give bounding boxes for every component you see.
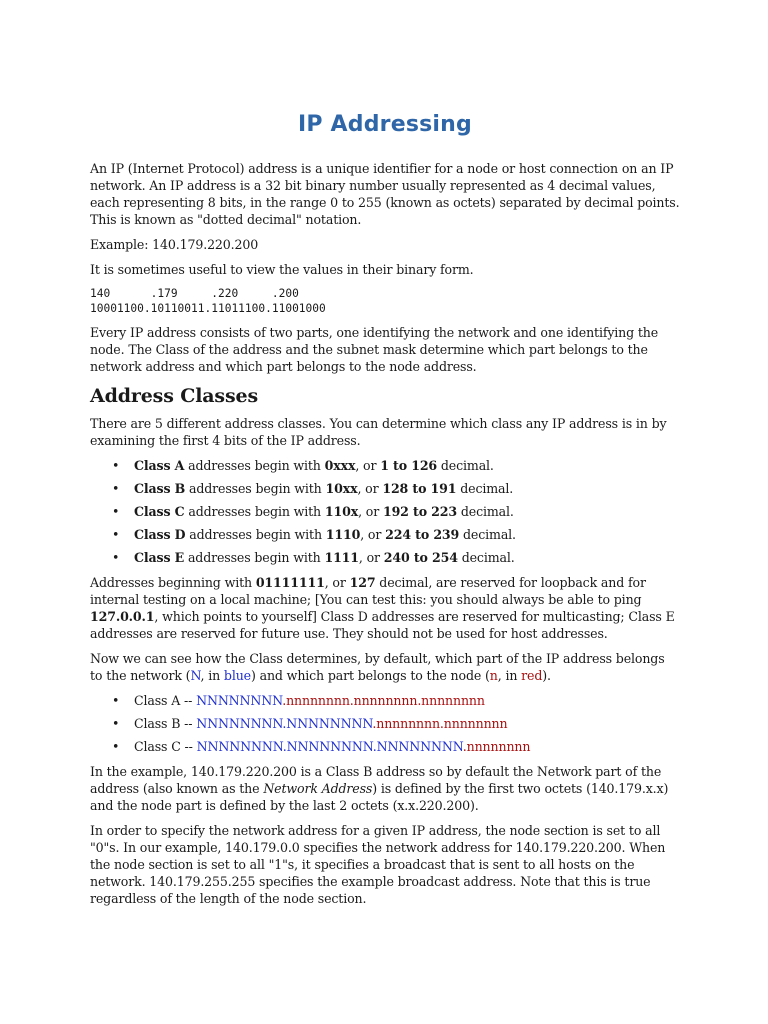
pattern-label: Class B -- — [134, 716, 197, 731]
class-name: Class C — [134, 504, 185, 519]
bullet: • — [112, 504, 120, 519]
page-title: IP Addressing — [297, 112, 472, 137]
list-item-pattern-b — [112, 715, 680, 732]
blue-word: blue — [223, 668, 251, 683]
class-name: Class A — [134, 458, 185, 473]
list-item-class-a — [112, 457, 680, 474]
class-text: , or — [358, 504, 383, 519]
class-name: Class B — [134, 481, 186, 496]
text: decimal, are reserved for loopback and for internal testing on a local machine; [You can test this: you should always be able to ping — [90, 575, 646, 607]
class-text: , or — [360, 527, 386, 542]
class-bits: 1110 — [325, 527, 361, 542]
class-text: addresses begin with — [185, 481, 326, 496]
node-letter: n — [489, 668, 498, 683]
example-line: Example: 140.179.220.200 — [90, 237, 259, 252]
class-text: addresses begin with — [184, 504, 325, 519]
class-range: 240 to 254 — [383, 550, 458, 565]
node-part: .nnnnnnnn.nnnnnnnn.nnnnnnnn — [282, 693, 485, 708]
class-text: , or — [358, 550, 384, 565]
binary-row: 10001100.10110011.11011100.11001000 — [90, 302, 326, 315]
text: ) and which part belongs to the node ( — [250, 668, 490, 683]
loopback-bits: 01111111 — [255, 575, 325, 590]
determine-paragraph — [90, 650, 680, 684]
pattern-label: Class C -- — [134, 739, 197, 754]
binary-example — [90, 286, 680, 316]
network-address-term: Network Address — [263, 781, 373, 796]
class-text: decimal. — [457, 550, 515, 565]
class-text: decimal. — [437, 458, 494, 473]
loopback-address: 127.0.0.1 — [90, 609, 155, 624]
class-text: addresses begin with — [185, 527, 326, 542]
class-name: Class D — [134, 527, 186, 542]
intro-paragraph: An IP (Internet Protocol) address is a unique identifier for a node or host connection on an IP network. An IP address is a 32 bit binary number usually represented as 4 decimal values, each representing 8 bits, in the range 0 to 255 (known as octets) separated by decimal points. This is known as "dotted decimal" notation. — [90, 161, 680, 227]
list-item-class-d — [112, 526, 680, 543]
class-range: 224 to 239 — [385, 527, 460, 542]
example-b-paragraph — [90, 763, 680, 814]
list-item-pattern-c — [112, 738, 680, 755]
bullet: • — [112, 550, 120, 565]
red-word: red — [521, 668, 543, 683]
class-bits: 1111 — [324, 550, 359, 565]
binary-intro: It is sometimes useful to view the values in their binary form. — [90, 262, 474, 277]
text: , in — [497, 668, 522, 683]
bullet: • — [112, 458, 120, 473]
class-bits: 0xxx — [324, 458, 356, 473]
class-bits: 10xx — [325, 481, 358, 496]
list-item-class-e — [112, 549, 680, 566]
node-part: .nnnnnnnn — [462, 739, 531, 754]
class-text: decimal. — [459, 527, 516, 542]
class-text: addresses begin with — [184, 550, 325, 565]
reserved-paragraph — [90, 574, 680, 642]
address-classes-heading: Address Classes — [90, 385, 258, 407]
bullet: • — [112, 693, 120, 708]
node-part: .nnnnnnnn.nnnnnnnn — [372, 716, 508, 731]
pattern-label: Class A -- — [134, 693, 197, 708]
class-text: , or — [357, 481, 383, 496]
document-page — [90, 110, 680, 915]
network-part: NNNNNNNN — [196, 693, 283, 708]
pattern-list — [90, 692, 680, 755]
text: Now we can see how the Class determines, by default, which part of the IP address belongs to the network ( — [90, 651, 665, 683]
class-name: Class E — [134, 550, 185, 565]
bullet: • — [112, 739, 120, 754]
decimal-row: 140 .179 .220 .200 — [90, 287, 299, 300]
text: In the example, 140.179.220.200 is a Class B address so by default the Network part of the address (also known as the — [90, 764, 662, 796]
class-text: decimal. — [456, 481, 514, 496]
class-text: , or — [355, 458, 381, 473]
text: ) is defined by the first two octets (140.179.x.x) and the node part is defined by the last 2 octets (x.x.220.200). — [90, 781, 669, 813]
class-bits: 110x — [324, 504, 359, 519]
text: ). — [542, 668, 551, 683]
list-item-class-c — [112, 503, 680, 520]
class-range: 128 to 191 — [382, 481, 457, 496]
two-parts-paragraph: Every IP address consists of two parts, one identifying the network and one identifying the node. The Class of the address and the subnet mask determine which part belongs to the network address and which part belongs to the node address. — [90, 325, 659, 374]
loopback-decimal: 127 — [349, 575, 376, 590]
list-item-pattern-a — [112, 692, 680, 709]
class-range: 1 to 126 — [380, 458, 438, 473]
text: , in — [200, 668, 224, 683]
bullet: • — [112, 716, 120, 731]
network-part: NNNNNNNN.NNNNNNNN.NNNNNNNN — [196, 739, 463, 754]
network-letter: N — [190, 668, 201, 683]
class-text: decimal. — [457, 504, 514, 519]
classes-intro: There are 5 different address classes. You can determine which class any IP address is in by examining the first 4 bits of the IP address. — [90, 416, 667, 448]
list-item-class-b — [112, 480, 680, 497]
bullet: • — [112, 527, 120, 542]
class-text: addresses begin with — [184, 458, 325, 473]
network-part: NNNNNNNN.NNNNNNNN — [196, 716, 373, 731]
bullet: • — [112, 481, 120, 496]
network-address-paragraph: In order to specify the network address for a given IP address, the node section is set to all "0"s. In our example, 140.179.0.0 specifies the network address for 140.179.220.200. When the node section is set to all "1"s, it specifies a broadcast that is sent to all hosts on the network. 140.179.255.255 specifies the example broadcast address. Note that this is true regardless of the length of the node section. — [90, 823, 666, 906]
text: Addresses beginning with — [90, 575, 256, 590]
text: , which points to yourself] Class D addresses are reserved for multicasting; Class E addresses are reserved for future use. They should not be used for host addresses. — [90, 609, 675, 641]
text: , or — [324, 575, 350, 590]
class-range: 192 to 223 — [382, 504, 458, 519]
class-list — [90, 457, 680, 566]
